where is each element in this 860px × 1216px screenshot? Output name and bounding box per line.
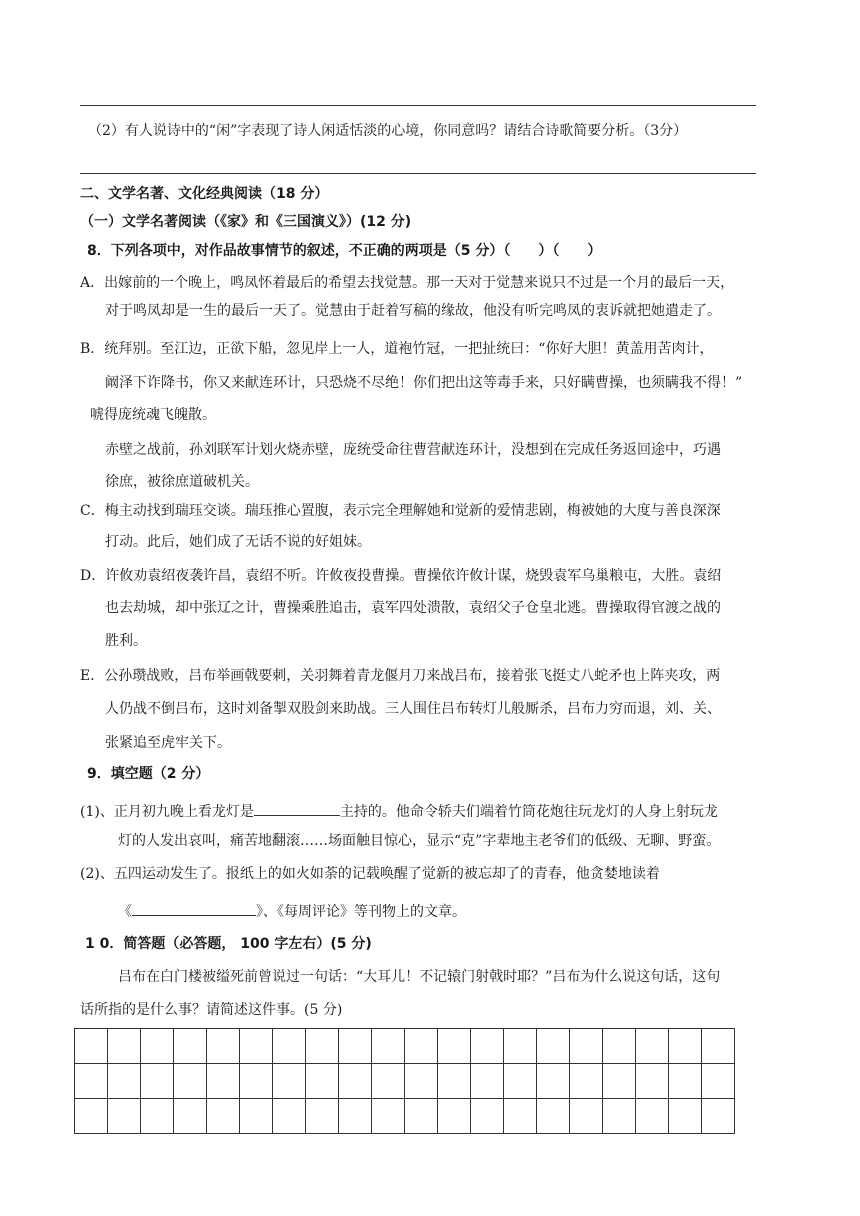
grid-row	[75, 1029, 735, 1064]
question-10-line2: 话所指的是什么事？请简述这件事。(5 分)	[80, 1002, 343, 1018]
subsection-title: （一）文学名著阅读（《家》和《三国演义》）(12 分)	[80, 214, 412, 230]
option-e-line2: 人仍战不倒吕布，这时刘备掣双股剑来助战。三人围住吕布转灯儿般厮杀，吕布力穷而退，刘、关、	[105, 701, 721, 717]
q9-item1-text-b: 主持的。他命令轿夫们端着竹筒花炮往玩龙灯的人身上射玩龙	[339, 804, 718, 820]
option-b-line4: 赤壁之战前，孙刘联军计划火烧赤壁，庞统受命往曹营献连环计，没想到在完成任务返回途中，巧遇	[105, 442, 721, 458]
q9-item2-text-b: 》、《每周评论》等刊物上的文章。	[256, 904, 466, 920]
option-c-line1: C．梅主动找到瑞珏交谈。瑞珏推心置腹，表示完全理解她和觉新的爱情悲剧，梅被她的大度与善良深深	[80, 503, 721, 519]
q7-part2: （2）有人说诗中的“闲”字表现了诗人闲适恬淡的心境，你同意吗？请结合诗歌简要分析。（3分）	[88, 123, 688, 139]
question-9-item2-line2	[118, 899, 466, 922]
option-d-line3: 胜利。	[105, 633, 147, 649]
question-8-stem: 8．下列各项中，对作品故事情节的叙述，不正确的两项是（5 分）（ ）（ ）	[87, 243, 602, 259]
answer-grid[interactable]	[74, 1028, 735, 1134]
grid-row	[75, 1064, 735, 1099]
question-9-item1	[80, 799, 718, 822]
option-e-line1: E．公孙瓒战败，吕布举画戟要刺，关羽舞着青龙偃月刀来战吕布，接着张飞挺丈八蛇矛也上阵夹攻，两	[80, 668, 721, 684]
option-b-line3: 唬得庞统魂飞魄散。	[90, 407, 216, 423]
grid-row	[75, 1099, 735, 1134]
option-e-line3: 张紧追至虎牢关下。	[105, 735, 231, 751]
q9-item2-text-a: 《	[118, 904, 132, 920]
option-b-line1: B．统拜别。至江边，正欲下船，忽见岸上一人，道袍竹冠，一把扯统曰：“你好大胆！黄盖用苦肉计，	[80, 341, 714, 357]
option-a-line2: 对于鸣凤却是一生的最后一天了。觉慧由于赶着写稿的缘故，他没有听完鸣凤的衷诉就把她遣走了。	[105, 303, 721, 319]
question-9-item1-line2: 灯的人发出哀叫，痛苦地翻滚……场面触目惊心，显示“克”字辈地主老爷们的低级、无聊、野蛮。	[118, 833, 721, 849]
question-10-stem: 1 0．简答题（必答题， 100 字左右）(5 分)	[85, 936, 372, 952]
option-d-line1: D．许攸劝袁绍夜袭许昌，袁绍不听。许攸夜投曹操。曹操依许攸计谋，烧毁袁军乌巢粮屯，大胜。袁绍	[80, 568, 722, 584]
answer-line	[80, 105, 756, 106]
question-10-line1: 吕布在白门楼被缢死前曾说过一句话：“大耳儿！不记辕门射戟时耶？”吕布为什么说这句话，这句	[118, 969, 721, 985]
option-a-line1: A．出嫁前的一个晚上，鸣凤怀着最后的希望去找觉慧。那一天对于觉慧来说只不过是一个月的最后一天，	[80, 275, 735, 291]
section-title: 二、文学名著、文化经典阅读（18 分）	[80, 186, 329, 202]
option-d-line2: 也去劫城，却中张辽之计，曹操乘胜追击，袁军四处溃散，袁绍父子仓皇北逃。曹操取得官渡之战的	[105, 600, 721, 616]
option-b-line5: 徐庶，被徐庶道破机关。	[105, 474, 259, 490]
question-9-item2: (2)、五四运动发生了。报纸上的如火如荼的记载唤醒了觉新的被忘却了的青春，他贪婪地读着	[80, 866, 660, 882]
q9-blank-2[interactable]	[132, 899, 256, 916]
q9-blank-1[interactable]	[254, 799, 340, 816]
q9-item1-text-a: (1)、正月初九晚上看龙灯是	[80, 804, 254, 820]
answer-line	[80, 173, 756, 174]
option-b-line2: 阚泽下诈降书，你又来献连环计，只恐烧不尽绝！你们把出这等毒手来，只好瞒曹操，也须瞒我不得！”	[105, 375, 743, 391]
question-9-stem: 9．填空题（2 分）	[87, 766, 210, 782]
option-c-line2: 打动。此后，她们成了无话不说的好姐妹。	[105, 534, 371, 550]
